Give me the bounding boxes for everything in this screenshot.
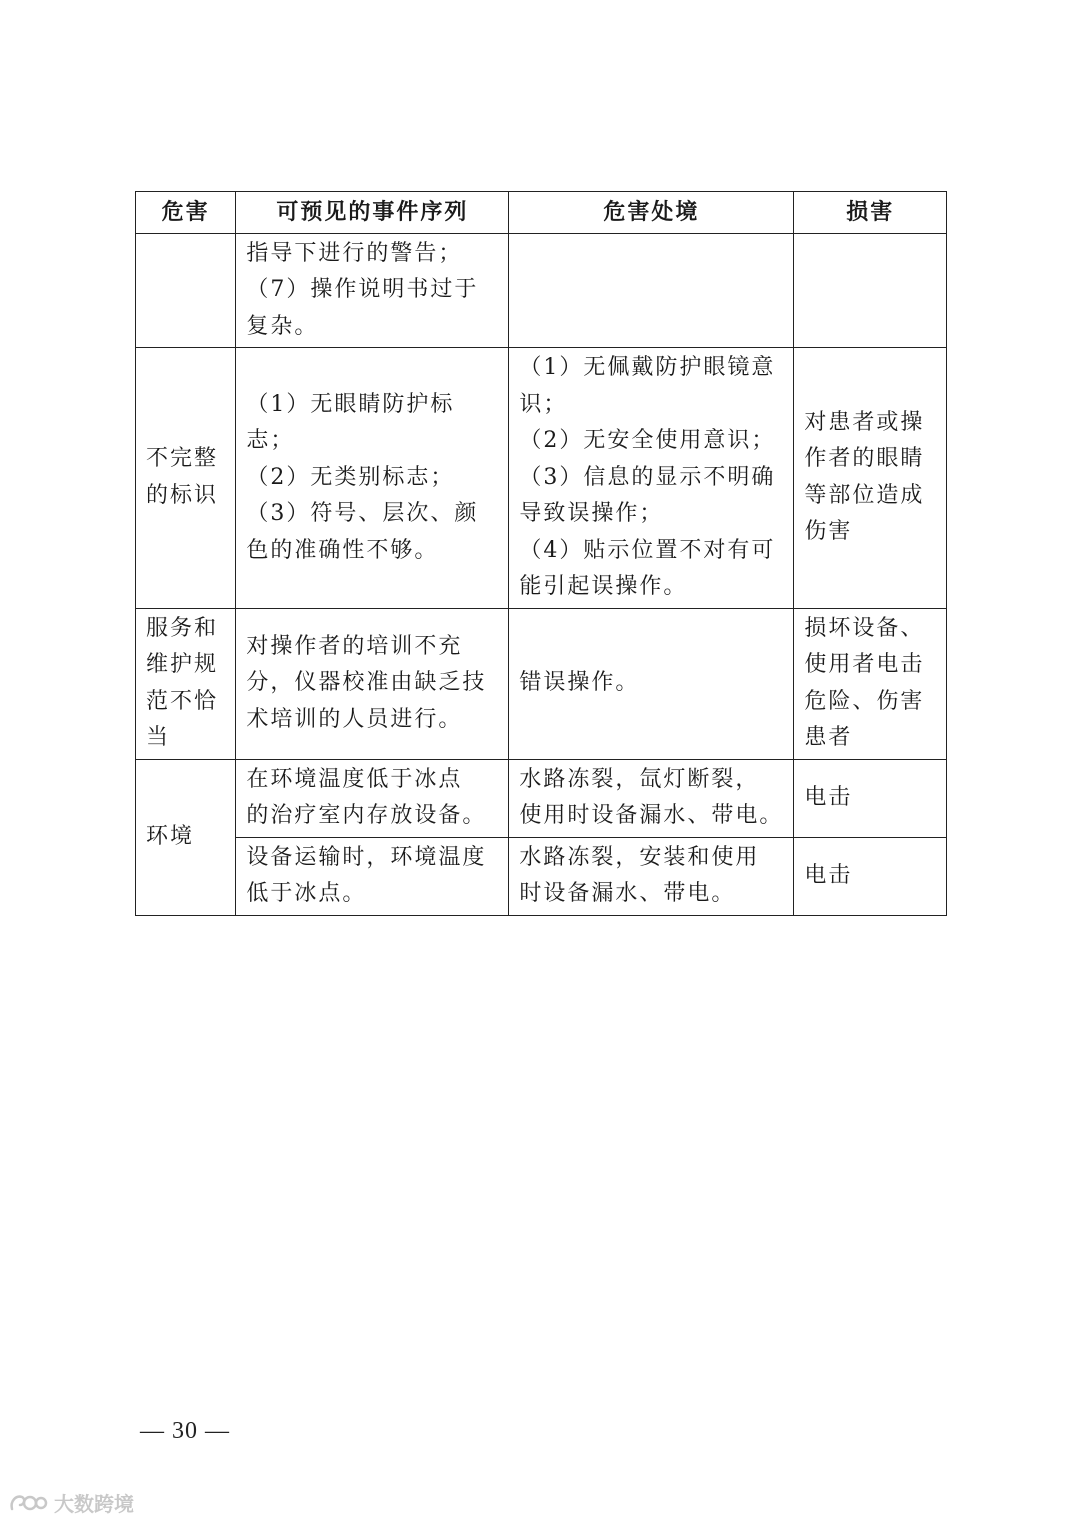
cell-line: 指导下进行的警告； <box>246 240 463 266</box>
cell-hazard <box>136 348 236 609</box>
header-harm: 损害 <box>794 192 947 234</box>
watermark <box>8 1488 134 1517</box>
cell-line: 识； <box>519 391 568 417</box>
cell-line: 使用者电击 <box>804 652 925 677</box>
cell-harm <box>794 348 947 609</box>
cell-line: （2）无安全使用意识； <box>519 428 776 453</box>
cell-line: （1）无佩戴防护眼镜意 <box>519 355 776 380</box>
cell-line: 不完整 <box>146 446 219 472</box>
cell-harm <box>794 837 947 915</box>
cell-line: 作者的眼睛 <box>804 446 925 472</box>
cell-line: 导致误操作； <box>519 501 664 526</box>
cell-line: 设备运输时，环境温度 <box>246 844 487 870</box>
cell-line: （7）操作说明书过于 <box>246 277 479 302</box>
watermark-text: 大数跨境 <box>54 1492 134 1516</box>
cell-line: 等部位造成 <box>804 482 925 508</box>
hazard-analysis-table <box>135 191 947 916</box>
cell-harm <box>794 608 947 759</box>
cell-line: 术培训的人员进行。 <box>246 706 463 732</box>
table-row <box>136 233 947 348</box>
cell-situation <box>509 608 794 759</box>
header-situation: 危害处境 <box>509 192 794 234</box>
cell-line: 色的准确性不够。 <box>246 537 439 563</box>
cell-line: （3）符号、层次、颜 <box>246 501 479 526</box>
cell-events <box>236 759 509 837</box>
cell-line: 电击 <box>804 862 853 888</box>
dashuju-logo-icon <box>8 1491 48 1515</box>
cell-line: 危险、伤害 <box>804 688 925 714</box>
cell-line: 时设备漏水、带电。 <box>519 881 736 906</box>
cell-line: 的标识 <box>146 482 219 508</box>
cell-line: 低于冰点。 <box>246 881 367 906</box>
cell-line: 对患者或操 <box>804 409 925 435</box>
cell-line: 当 <box>146 725 171 750</box>
cell-line: 对操作者的培训不充 <box>246 633 463 659</box>
table-row <box>136 608 947 759</box>
cell-line: 水路冻裂，安装和使用 <box>519 844 760 870</box>
cell-hazard: 环境 <box>136 759 236 915</box>
table-row <box>136 348 947 609</box>
cell-line: 在环境温度低于冰点 <box>246 766 463 792</box>
cell-line: 水路冻裂，氙灯断裂， <box>519 766 760 792</box>
cell-situation <box>509 348 794 609</box>
cell-situation <box>509 759 794 837</box>
cell-events <box>236 837 509 915</box>
cell-line: 复杂。 <box>246 313 319 339</box>
cell-line: 分，仪器校准由缺乏技 <box>246 670 487 696</box>
cell-line: 伤害 <box>804 519 853 545</box>
cell-line: （1）无眼睛防护标志； <box>246 391 455 453</box>
cell-line: 范不恰 <box>146 688 219 714</box>
cell-line: 患者 <box>804 725 853 750</box>
cell-events <box>236 233 509 348</box>
cell-line: 错误操作。 <box>519 670 640 696</box>
cell-hazard <box>136 233 236 348</box>
cell-line: 电击 <box>804 784 853 810</box>
cell-line: （4）贴示位置不对有可 <box>519 537 776 563</box>
cell-harm <box>794 759 947 837</box>
cell-situation <box>509 837 794 915</box>
cell-line: 损坏设备、 <box>804 615 925 641</box>
cell-line: 的治疗室内存放设备。 <box>246 803 487 828</box>
cell-situation <box>509 233 794 348</box>
cell-hazard <box>136 608 236 759</box>
cell-line: （3）信息的显示不明确 <box>519 464 776 490</box>
cell-line: 服务和 <box>146 615 219 641</box>
cell-line: 能引起误操作。 <box>519 574 688 599</box>
header-events: 可预见的事件序列 <box>236 192 509 234</box>
cell-line: 使用时设备漏水、带电。 <box>519 803 784 828</box>
cell-line: 维护规 <box>146 652 219 677</box>
cell-events <box>236 348 509 609</box>
table-header-row <box>136 192 947 234</box>
table-row <box>136 759 947 837</box>
cell-harm <box>794 233 947 348</box>
page-number: — 30 — <box>140 1418 230 1444</box>
cell-line: （2）无类别标志； <box>246 464 455 490</box>
table-row <box>136 837 947 915</box>
header-hazard: 危害 <box>136 192 236 234</box>
cell-events <box>236 608 509 759</box>
